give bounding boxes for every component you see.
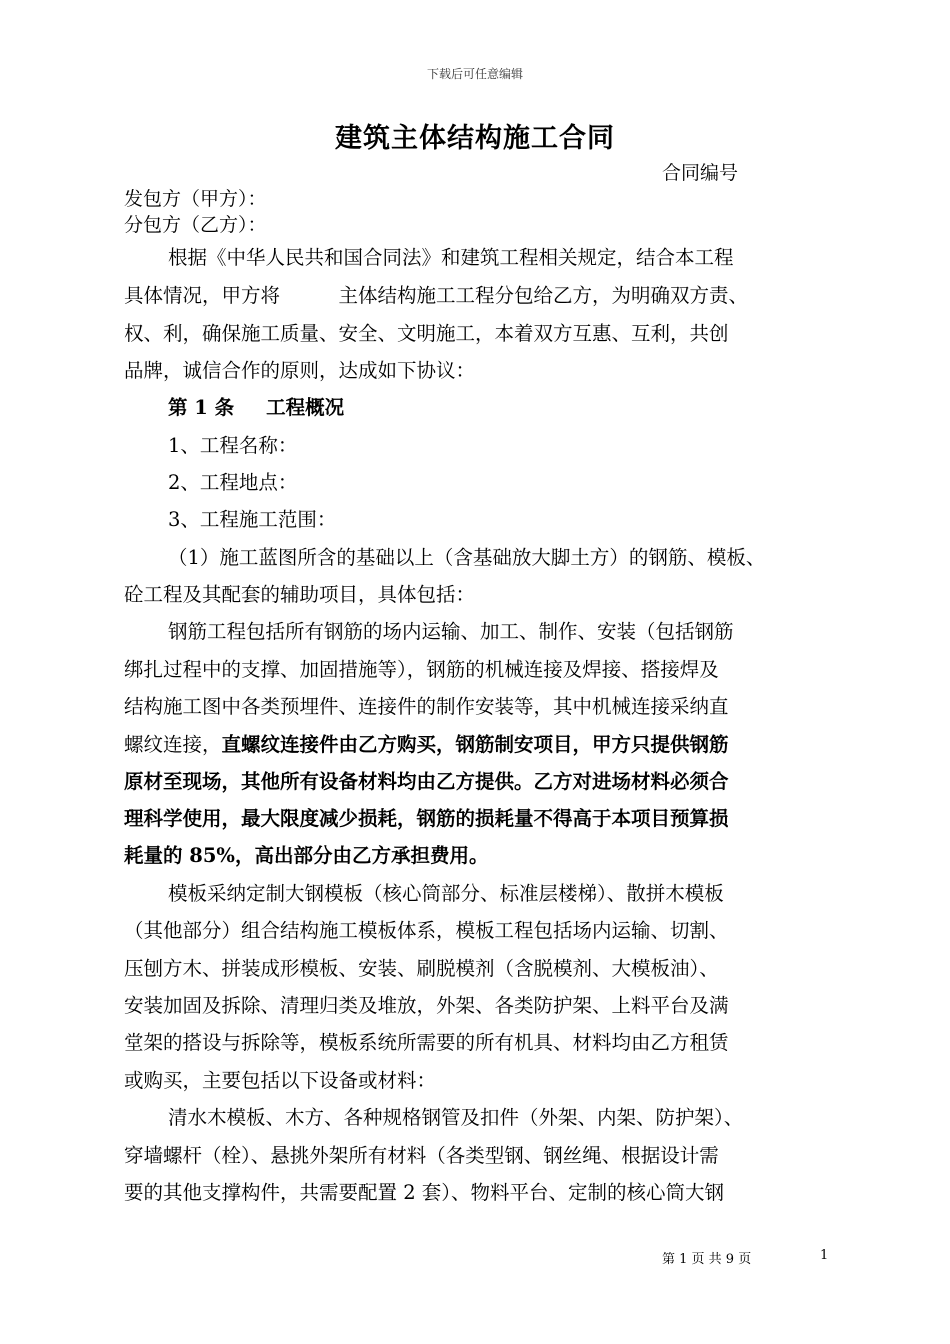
rebar-text: 螺纹连接，	[124, 733, 222, 756]
formwork-line: 堂架的搭设与拆除等，模板系统所需要的所有机具、材料均由乙方租赁	[124, 1031, 729, 1054]
formwork-line: 或购买，主要包括以下设备或材料：	[124, 1069, 437, 1092]
rebar-bold-text: 直螺纹连接件由乙方购买，钢筋制安项目，甲方只提供钢筋	[221, 733, 729, 756]
formwork-line: 压刨方木、拼装成形模板、安装、刷脱模剂（含脱模剂、大模板油）、	[124, 957, 719, 980]
formwork-line: 模板采纳定制大钢模板（核心筒部分、标准层楼梯）、散拼木模板	[168, 882, 724, 905]
party-b-label: 分包方（乙方）：	[124, 214, 267, 236]
article-title: 工程概况	[266, 396, 345, 419]
page-number: 1	[820, 1248, 829, 1263]
preamble-line: 具体情况，甲方将 主体结构施工工程分包给乙方，为明确双方责、	[124, 284, 749, 307]
preamble-line: 品牌，诚信合作的原则，达成如下协议：	[124, 359, 476, 382]
rebar-line: 绑扎过程中的支撑、加固措施等），钢筋的机械连接及焊接、搭接焊及	[124, 658, 719, 681]
page-info: 第 1 页 共 9 页	[662, 1252, 752, 1267]
preamble-line: 权、利，确保施工质量、安全、文明施工，本着双方互惠、互利，共创	[124, 322, 729, 345]
rebar-bold-line: 理科学使用，最大限度减少损耗，钢筋的损耗量不得高于本项目预算损	[124, 807, 729, 830]
header-note: 下载后可任意编辑	[426, 67, 523, 81]
rebar-bold-line: 原材至现场，其他所有设备材料均由乙方提供。乙方对进场材料必须合	[124, 770, 729, 793]
formwork-line: 安装加固及拆除、清理归类及堆放，外架、各类防护架、上料平台及满	[124, 994, 729, 1017]
item-project-name: 1、工程名称：	[168, 434, 298, 457]
party-a-label: 发包方（甲方）：	[124, 188, 267, 210]
materials-line: 穿墙螺杆（栓）、悬挑外架所有材料（各类型钢、钢丝绳、根据设计需	[124, 1144, 719, 1167]
materials-line: 清水木模板、木方、各种规格钢管及扣件（外架、内架、防护架）、	[168, 1106, 744, 1129]
scope-line: 砼工程及其配套的辅助项目，具体包括：	[124, 583, 476, 606]
article-number: 第 1 条	[168, 396, 235, 419]
item-construction-scope: 3、工程施工范围：	[168, 508, 337, 531]
rebar-line: 钢筋工程包括所有钢筋的场内运输、加工、制作、安装（包括钢筋	[168, 620, 734, 643]
contract-number-label: 合同编号	[662, 162, 739, 184]
item-project-location: 2、工程地点：	[168, 471, 298, 494]
rebar-line: 结构施工图中各类预埋件、连接件的制作安装等，其中机械连接采纳直	[124, 695, 729, 718]
scope-line: （1）施工蓝图所含的基础以上（含基础放大脚土方）的钢筋、模板、	[168, 546, 766, 569]
rebar-bold-line: 耗量的 85%，高出部分由乙方承担费用。	[124, 844, 489, 867]
materials-line: 要的其他支撑构件，共需要配置 2 套）、物料平台、定制的核心筒大钢	[124, 1181, 725, 1204]
rebar-line	[124, 732, 729, 758]
document-title: 建筑主体结构施工合同	[335, 123, 615, 154]
article-heading	[168, 395, 344, 421]
preamble-line: 根据《中华人民共和国合同法》和建筑工程相关规定，结合本工程	[168, 246, 734, 269]
formwork-line: （其他部分）组合结构施工模板体系，模板工程包括场内运输、切割、	[124, 919, 729, 942]
